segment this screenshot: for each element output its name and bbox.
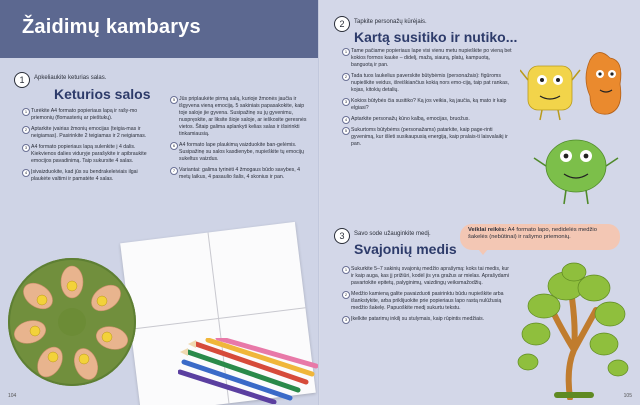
list-item: 3 A4 formato popieriaus lapą sulenkite į 4 dalis. Kiekvienos dalies viduryje parašykite ir apibraukite emocijos pavadinimą. Taip sukursite 4 salas. xyxy=(22,144,156,165)
list-item: 7 Variantai: galima tyrinėti 4 žmogaus būdo savybes, 4 metų laikus, 4 pasaulio šalis, 4 skonius ir pan. xyxy=(170,167,310,181)
list-item: 3 Įkelkite patarimų inkilį su stulymais, kaip rūpintis medžiais. xyxy=(342,316,512,323)
list-item: 6 A4 formato lape plaukimą vaizduokite ban-gelėmis. Susipažinę su salos kasdienybe, nupieškite tų emocijų sukeltus vaizdus. xyxy=(170,142,310,163)
section-1-intro: Apkeliaukite keturias salas. xyxy=(34,75,107,81)
list-item: 4 Įsivaizduokite, kad jūs su bendrakeleiviais ilgai plaukėte valtimi ir pamatėte 4 salas. xyxy=(22,169,156,183)
section-2-heading: Kartą susitiko ir nutiko... xyxy=(354,29,518,45)
section-1-heading: Keturios salos xyxy=(54,86,151,102)
list-item: 2 Aptarkite įvairias žmonių emocijas (teigia-mas ir neigiamas). Pasirinkite 2 teigiamas ir 2 neigiamas. xyxy=(22,126,156,140)
list-item: 1 Turėkite A4 formato popieriaus lapą ir rašy-mo priemonių (flomasterių ar pieštukų). xyxy=(22,108,156,122)
section-1-list-col1 xyxy=(22,108,156,187)
section-2-list xyxy=(342,48,512,152)
page-title: Žaidimų kambarys xyxy=(22,16,201,38)
page-number-right: 105 xyxy=(623,393,632,399)
orange-creature xyxy=(586,52,621,114)
list-item: 4 Aptarkite personažų kūno kalbą, emocijas, bruožus. xyxy=(342,116,512,123)
list-item: 2 Medžio kamieną galite pavaizduoti pasirinktu būdu nupieškite arba išankstykite, arba priklijuokite prie popieriaus lapo rastą nulūžusią medžio šakelę. Papuoškite medį sukurtu tekstu. xyxy=(342,291,512,312)
list-item: 5 Jūs priplaukėte pirmą salą, kurioje žmonės jaučia ir išgyvena vieną emociją. 5 sakiniais papasakokite, kaip toje saloje jie gyvena. Susipažinę su jų gyvenimu, nuspręskite, ar liksite šioje saloje, ar ieškosite geresnės vietos. Šitaip galima aplankyti kelias salas ir išsirinkti tinkamiausią. xyxy=(170,96,310,138)
section-1-list-col2 xyxy=(170,96,310,185)
section-2-intro: Tapkite personažų kūrėjais. xyxy=(354,19,427,25)
tree-illustration xyxy=(514,258,636,400)
section-3-heading: Svajonių medis xyxy=(354,241,457,257)
green-creature xyxy=(534,140,618,204)
section-3-list xyxy=(342,266,512,327)
hands-with-smileys-illustration xyxy=(8,258,136,386)
right-page xyxy=(320,0,640,405)
page-number-left: 104 xyxy=(8,393,17,399)
section-number-2: 2 xyxy=(334,16,350,32)
list-item: 2 Tada tuos laukelius paverskite būtybėmis (personažais): figūroms nupieškite veidus, išreiškiančius kokią nors emo-ciją, taip pat rankas, kojas, kitokių detalių. xyxy=(342,73,512,94)
section-3-intro: Savo sode užauginkite medį. xyxy=(354,231,431,237)
hands-circle-photo xyxy=(8,258,136,386)
list-item: 1 Tame pačiame popieriaus lape visi vienu metu nupieškite po vieną bet kokios formos kauke – didelį, mažą, siaurą, platų, kampuotą, banguotą ir pan. xyxy=(342,48,512,69)
section-number-3: 3 xyxy=(334,228,350,244)
creature-drawings-illustration xyxy=(520,40,636,210)
list-item: 5 Sukurtoms būtybėms (personažams) patarkite, kaip page-rinti gyvenimą, kur išleti susikaupusią energiją, kaip pralais-ti laisvalaikį ir pan. xyxy=(342,127,512,148)
section-number-1: 1 xyxy=(14,72,30,88)
title-band xyxy=(0,0,320,58)
yellow-creature xyxy=(520,66,580,120)
materials-label: Veiklai reikės: xyxy=(468,227,507,233)
list-item: 1 Sukurkite 5–7 sakinių svajonių medžio aprašymą: koks tai medis, kur ir kaip auga, kas jį prižiūri, kodėl jis yra gražus ar mielas. Aprašydami pavartokite epitetų, palyginimų, vaizdingų veiksmažodžių. xyxy=(342,266,512,287)
materials-speech-bubble xyxy=(460,224,620,250)
colored-pencils-illustration xyxy=(178,338,318,404)
materials-text: A4 formato lapo, nedidelės medžio šakelės (nebūtinai) ir rašymo priemonių. xyxy=(468,227,597,240)
list-item: 3 Kokios būtybės čia susitiko? Ką jos veikia, ką jaučia, ką mato ir kaip elgiasi? xyxy=(342,98,512,112)
